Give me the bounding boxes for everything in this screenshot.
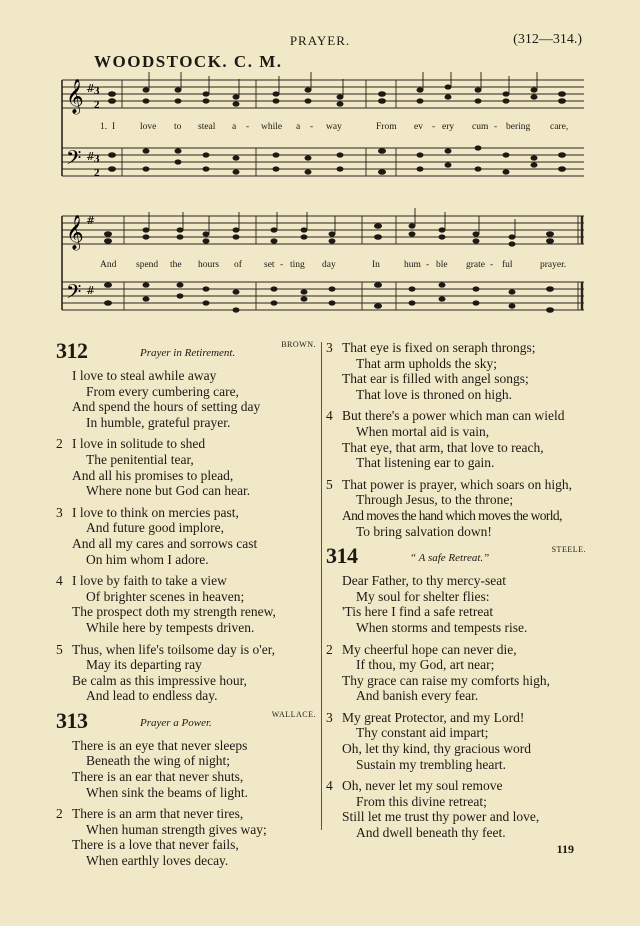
verse-line: And moves the hand which moves the world, — [342, 507, 562, 523]
verse-line: From this divine retreat; — [356, 793, 487, 809]
svg-text:3: 3 — [94, 153, 100, 165]
stanza-number: 5 — [326, 476, 333, 492]
verse-line: That arm upholds the sky; — [356, 355, 497, 371]
verse-line: My cheerful hope can never die, — [342, 641, 517, 657]
verse-line: I love to think on mercies past, — [72, 504, 239, 520]
verse-line: My great Protector, and my Lord! — [342, 709, 525, 725]
verse-line: I love in solitude to shed — [72, 436, 206, 452]
verse-line: That ear is filled with angel songs; — [342, 371, 529, 387]
verse-line: My soul for shelter flies: — [356, 588, 490, 604]
svg-text:#: # — [86, 284, 96, 297]
verse-line: And lead to endless day. — [86, 688, 218, 704]
page-number: 119 — [556, 842, 574, 856]
stanza-number: 4 — [326, 408, 333, 424]
tune-name: WOODSTOCK. C. M. — [94, 52, 283, 71]
stanza — [56, 642, 322, 704]
hymn-number: 312 — [56, 338, 88, 363]
hymn-header-313 — [56, 707, 322, 738]
hymn-number: 313 — [56, 707, 88, 733]
hymn-subtitle: “ A safe Retreat.” — [410, 552, 490, 565]
verse-line: 'Tis here I find a safe retreat — [342, 604, 494, 620]
treble-clef-icon: 𝄞 — [66, 79, 84, 114]
stanza-number: 2 — [56, 806, 63, 822]
verse-line: And spend the hours of setting day — [72, 399, 261, 415]
verse-line: Sustain my trembling heart. — [356, 756, 506, 772]
bass-clef-icon: 𝄢 — [66, 280, 82, 308]
hymn-range: (312—314.) — [513, 32, 582, 47]
stanza — [56, 573, 322, 635]
stanza-number: 4 — [326, 778, 333, 794]
stanza — [326, 573, 592, 635]
hymn-number: 314 — [326, 543, 358, 569]
stanza — [56, 368, 322, 430]
svg-text:#: # — [86, 214, 96, 227]
hymn-header-312 — [56, 340, 322, 368]
verse-line: When earthly loves decay. — [86, 853, 229, 869]
stanza — [326, 642, 592, 704]
verse-line: Beneath the wing of night; — [86, 753, 230, 769]
verse-line: May its departing ray — [86, 657, 202, 673]
verse-line: That power is prayer, which soars on high, — [342, 476, 573, 492]
verse-line: When sink the beams of light. — [86, 784, 248, 800]
stanza — [56, 738, 322, 800]
verse-line: The prospect doth my strength renew, — [72, 604, 276, 620]
stanza-number: 3 — [326, 709, 333, 725]
svg-text:2: 2 — [94, 99, 100, 111]
verse-line: Dear Father, to thy mercy-seat — [342, 573, 507, 589]
verse-line: Be calm as this impressive hour, — [72, 672, 247, 688]
verse-line: There is an arm that never tires, — [72, 806, 244, 822]
verse-line: Thy constant aid impart; — [356, 725, 489, 741]
stanza-number: 2 — [56, 436, 63, 452]
verse-line: On him whom I adore. — [86, 551, 209, 567]
verse-line: There is an eye that never sleeps — [72, 737, 248, 753]
stanza — [326, 710, 592, 772]
stanza-number: 3 — [326, 340, 333, 355]
verse-line: Still let me trust thy power and love, — [342, 809, 540, 825]
hymn-author: STEELE. — [551, 545, 586, 555]
hymn-header-314 — [326, 545, 592, 573]
verse-line: Of brighter scenes in heaven; — [86, 588, 245, 604]
verse-line: Oh, let thy kind, thy gracious word — [342, 741, 531, 757]
verse-line: And banish every fear. — [356, 688, 479, 704]
section-title: PRAYER. — [289, 33, 351, 48]
svg-text:#: # — [86, 82, 96, 95]
music-system-2: 𝄞 𝄢 # # And spend the hours of set - ting day In hum - ble grate - ful prayer. — [56, 206, 588, 326]
left-column — [56, 340, 322, 875]
verse-line: There is an ear that never shuts, — [72, 769, 244, 785]
stanza — [56, 505, 322, 567]
verse-line: I love to steal awhile away — [72, 368, 217, 383]
verse-line: Thus, when life's toilsome day is o'er, — [72, 641, 276, 657]
stanza — [326, 477, 592, 539]
svg-text:#: # — [86, 150, 96, 163]
verse-line: But there's a power which man can wield — [342, 408, 565, 424]
verse-line: Oh, never let my soul remove — [342, 778, 503, 794]
hymn-subtitle: Prayer in Retirement. — [140, 347, 236, 359]
verse-line: Where none but God can hear. — [86, 483, 251, 499]
verse-line: That listening ear to gain. — [356, 455, 495, 471]
verse-line: That eye is fixed on seraph throngs; — [342, 340, 536, 355]
verse-line: When mortal aid is vain, — [356, 423, 490, 439]
verse-line: And all my cares and sorrows cast — [72, 535, 258, 551]
stanza — [326, 778, 592, 840]
stanza — [56, 806, 322, 868]
hymn-subtitle: Prayer a Power. — [140, 716, 212, 729]
verse-line: The penitential tear, — [86, 451, 194, 467]
verse-line: To bring salvation down! — [356, 523, 492, 539]
verse-line: When storms and tempests rise. — [356, 619, 528, 635]
svg-text:3: 3 — [94, 85, 100, 97]
verse-line: There is a love that never fails, — [72, 837, 239, 853]
stanza-number: 4 — [56, 573, 63, 589]
stanza-number: 5 — [56, 641, 63, 657]
right-column — [326, 340, 592, 847]
verse-line: When human strength gives way; — [86, 821, 267, 837]
verse-line: Through Jesus, to the throne; — [356, 492, 514, 508]
stanza-number: 2 — [326, 641, 333, 657]
verse-line: In humble, grateful prayer. — [86, 414, 231, 430]
verse-line: That love is throned on high. — [356, 386, 512, 402]
verse-line: From every cumbering care, — [86, 383, 239, 399]
verse-line: While here by tempests driven. — [86, 619, 255, 635]
verse-line: I love by faith to take a view — [72, 573, 227, 589]
stanza — [326, 340, 592, 402]
verse-line: And all his promises to plead, — [72, 467, 234, 483]
verse-line: And future good implore, — [86, 520, 224, 536]
verse-line: And dwell beneath thy feet. — [356, 825, 506, 841]
music-system-1: 𝄞 𝄢 # # 3 2 3 2 1. I love to steal a - while a - way From ev - ery cum - bering care, — [56, 72, 588, 190]
verse-line: If thou, my God, art near; — [356, 657, 495, 673]
stanza — [326, 408, 592, 470]
verse-line: Thy grace can raise my comforts high, — [342, 672, 551, 688]
stanza — [56, 436, 322, 498]
stanza-number: 3 — [56, 504, 63, 520]
hymn-author: BROWN. — [281, 340, 316, 349]
treble-clef-icon: 𝄞 — [66, 215, 84, 250]
verse-line: That eye, that arm, that love to reach, — [342, 439, 544, 455]
hymn-author: WALLACE. — [271, 709, 316, 719]
bass-clef-icon: 𝄢 — [66, 146, 82, 174]
svg-text:2: 2 — [94, 167, 100, 179]
